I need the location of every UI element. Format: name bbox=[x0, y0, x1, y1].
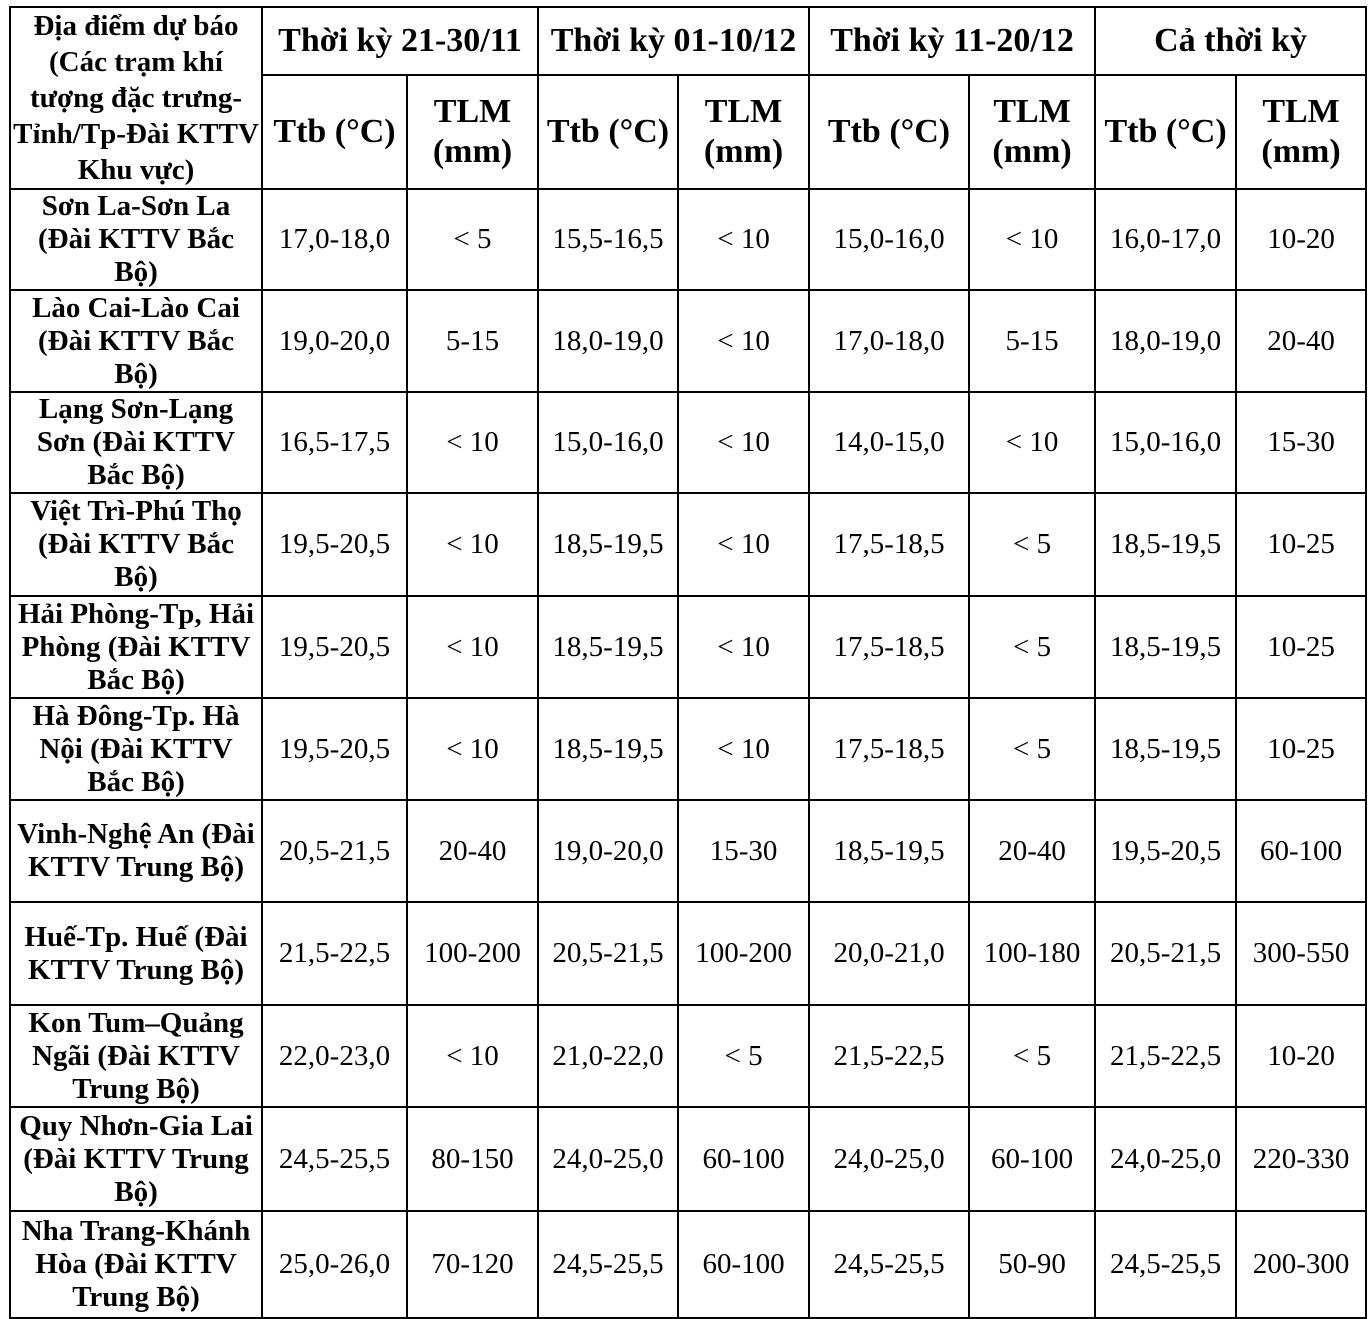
rainfall-cell: 10-25 bbox=[1236, 493, 1366, 596]
temperature-cell: 18,5-19,5 bbox=[1095, 493, 1236, 596]
table-row bbox=[10, 290, 1366, 392]
temperature-cell: 19,0-20,0 bbox=[538, 800, 678, 902]
rainfall-cell: 20-40 bbox=[407, 800, 538, 902]
rainfall-cell: 10-20 bbox=[1236, 1005, 1366, 1107]
rain-subheader: TLM (mm) bbox=[407, 75, 538, 189]
rainfall-cell: 15-30 bbox=[678, 800, 809, 902]
period-header-2: Thời kỳ 01-10/12 bbox=[538, 7, 809, 75]
table-row bbox=[10, 902, 1366, 1005]
temperature-cell: 20,5-21,5 bbox=[538, 902, 678, 1005]
table-row bbox=[10, 1005, 1366, 1107]
temperature-cell: 20,0-21,0 bbox=[809, 902, 969, 1005]
rainfall-cell: < 10 bbox=[407, 493, 538, 596]
rainfall-cell: 50-90 bbox=[969, 1211, 1095, 1318]
station-name: Kon Tum–Quảng Ngãi (Đài KTTV Trung Bộ) bbox=[10, 1005, 262, 1107]
rainfall-cell: 70-120 bbox=[407, 1211, 538, 1318]
rainfall-cell: < 10 bbox=[407, 596, 538, 698]
temperature-cell: 18,5-19,5 bbox=[1095, 698, 1236, 800]
rainfall-cell: 100-200 bbox=[407, 902, 538, 1005]
temperature-cell: 21,5-22,5 bbox=[1095, 1005, 1236, 1107]
temperature-cell: 20,5-21,5 bbox=[262, 800, 407, 902]
temperature-cell: 17,0-18,0 bbox=[809, 290, 969, 392]
temperature-cell: 24,5-25,5 bbox=[538, 1211, 678, 1318]
rainfall-cell: < 5 bbox=[407, 189, 538, 290]
rainfall-cell: < 10 bbox=[678, 392, 809, 493]
rainfall-cell: < 10 bbox=[407, 1005, 538, 1107]
rainfall-cell: < 5 bbox=[678, 1005, 809, 1107]
table-row bbox=[10, 698, 1366, 800]
temperature-cell: 21,0-22,0 bbox=[538, 1005, 678, 1107]
rainfall-cell: < 10 bbox=[678, 290, 809, 392]
temperature-cell: 24,0-25,0 bbox=[809, 1107, 969, 1211]
rainfall-cell: 60-100 bbox=[1236, 800, 1366, 902]
rainfall-cell: < 10 bbox=[678, 189, 809, 290]
rainfall-cell: 10-20 bbox=[1236, 189, 1366, 290]
station-name: Việt Trì-Phú Thọ (Đài KTTV Bắc Bộ) bbox=[10, 493, 262, 596]
temperature-cell: 19,5-20,5 bbox=[262, 596, 407, 698]
rainfall-cell: < 10 bbox=[678, 698, 809, 800]
station-name: Vinh-Nghệ An (Đài KTTV Trung Bộ) bbox=[10, 800, 262, 902]
station-name: Hà Đông-Tp. Hà Nội (Đài KTTV Bắc Bộ) bbox=[10, 698, 262, 800]
temperature-cell: 18,5-19,5 bbox=[538, 698, 678, 800]
rain-subheader: TLM (mm) bbox=[969, 75, 1095, 189]
period-header-1: Thời kỳ 21-30/11 bbox=[262, 7, 538, 75]
temperature-cell: 15,0-16,0 bbox=[538, 392, 678, 493]
station-name: Sơn La-Sơn La (Đài KTTV Bắc Bộ) bbox=[10, 189, 262, 290]
rainfall-cell: < 5 bbox=[969, 493, 1095, 596]
station-name: Quy Nhơn-Gia Lai (Đài KTTV Trung Bộ) bbox=[10, 1107, 262, 1211]
rainfall-cell: < 5 bbox=[969, 596, 1095, 698]
temp-subheader: Ttb (°C) bbox=[809, 75, 969, 189]
rainfall-cell: 200-300 bbox=[1236, 1211, 1366, 1318]
table-body bbox=[10, 189, 1366, 1318]
temperature-cell: 24,5-25,5 bbox=[809, 1211, 969, 1318]
rainfall-cell: < 10 bbox=[969, 189, 1095, 290]
rainfall-cell: 60-100 bbox=[678, 1211, 809, 1318]
temperature-cell: 18,5-19,5 bbox=[538, 596, 678, 698]
station-name: Lạng Sơn-Lạng Sơn (Đài KTTV Bắc Bộ) bbox=[10, 392, 262, 493]
temperature-cell: 24,0-25,0 bbox=[1095, 1107, 1236, 1211]
location-column-header: Địa điểm dự báo (Các trạm khí tượng đặc trưng-Tỉnh/Tp-Đài KTTV Khu vực) bbox=[10, 7, 262, 189]
temperature-cell: 22,0-23,0 bbox=[262, 1005, 407, 1107]
rainfall-cell: 100-180 bbox=[969, 902, 1095, 1005]
temperature-cell: 18,0-19,0 bbox=[538, 290, 678, 392]
temperature-cell: 24,0-25,0 bbox=[538, 1107, 678, 1211]
temperature-cell: 19,0-20,0 bbox=[262, 290, 407, 392]
rainfall-cell: < 5 bbox=[969, 1005, 1095, 1107]
table-row bbox=[10, 1107, 1366, 1211]
temperature-cell: 19,5-20,5 bbox=[262, 493, 407, 596]
rainfall-cell: 5-15 bbox=[407, 290, 538, 392]
temp-subheader: Ttb (°C) bbox=[1095, 75, 1236, 189]
rainfall-cell: 300-550 bbox=[1236, 902, 1366, 1005]
rainfall-cell: < 10 bbox=[678, 493, 809, 596]
rain-subheader: TLM (mm) bbox=[1236, 75, 1366, 189]
rainfall-cell: 220-330 bbox=[1236, 1107, 1366, 1211]
temperature-cell: 25,0-26,0 bbox=[262, 1211, 407, 1318]
rain-subheader: TLM (mm) bbox=[678, 75, 809, 189]
period-header-total: Cả thời kỳ bbox=[1095, 7, 1366, 75]
rainfall-cell: 10-25 bbox=[1236, 596, 1366, 698]
temperature-cell: 21,5-22,5 bbox=[809, 1005, 969, 1107]
temperature-cell: 24,5-25,5 bbox=[1095, 1211, 1236, 1318]
rainfall-cell: 10-25 bbox=[1236, 698, 1366, 800]
temperature-cell: 15,5-16,5 bbox=[538, 189, 678, 290]
rainfall-cell: < 5 bbox=[969, 698, 1095, 800]
temperature-cell: 17,5-18,5 bbox=[809, 698, 969, 800]
temperature-cell: 24,5-25,5 bbox=[262, 1107, 407, 1211]
rainfall-cell: < 10 bbox=[407, 392, 538, 493]
temperature-cell: 19,5-20,5 bbox=[262, 698, 407, 800]
table-row bbox=[10, 493, 1366, 596]
temperature-cell: 17,5-18,5 bbox=[809, 596, 969, 698]
rainfall-cell: 60-100 bbox=[678, 1107, 809, 1211]
table-row bbox=[10, 800, 1366, 902]
station-name: Nha Trang-Khánh Hòa (Đài KTTV Trung Bộ) bbox=[10, 1211, 262, 1318]
rainfall-cell: 100-200 bbox=[678, 902, 809, 1005]
temperature-cell: 21,5-22,5 bbox=[262, 902, 407, 1005]
rainfall-cell: 60-100 bbox=[969, 1107, 1095, 1211]
temperature-cell: 20,5-21,5 bbox=[1095, 902, 1236, 1005]
forecast-table bbox=[9, 6, 1367, 1319]
temperature-cell: 15,0-16,0 bbox=[809, 189, 969, 290]
rainfall-cell: 5-15 bbox=[969, 290, 1095, 392]
rainfall-cell: 15-30 bbox=[1236, 392, 1366, 493]
temperature-cell: 16,0-17,0 bbox=[1095, 189, 1236, 290]
temp-subheader: Ttb (°C) bbox=[538, 75, 678, 189]
station-name: Lào Cai-Lào Cai (Đài KTTV Bắc Bộ) bbox=[10, 290, 262, 392]
temperature-cell: 17,0-18,0 bbox=[262, 189, 407, 290]
temperature-cell: 19,5-20,5 bbox=[1095, 800, 1236, 902]
temperature-cell: 18,5-19,5 bbox=[1095, 596, 1236, 698]
temperature-cell: 15,0-16,0 bbox=[1095, 392, 1236, 493]
temperature-cell: 17,5-18,5 bbox=[809, 493, 969, 596]
rainfall-cell: 20-40 bbox=[1236, 290, 1366, 392]
table-row bbox=[10, 189, 1366, 290]
rainfall-cell: < 10 bbox=[969, 392, 1095, 493]
temp-subheader: Ttb (°C) bbox=[262, 75, 407, 189]
temperature-cell: 16,5-17,5 bbox=[262, 392, 407, 493]
period-header-3: Thời kỳ 11-20/12 bbox=[809, 7, 1095, 75]
temperature-cell: 18,5-19,5 bbox=[809, 800, 969, 902]
table-row bbox=[10, 392, 1366, 493]
temperature-cell: 18,0-19,0 bbox=[1095, 290, 1236, 392]
temperature-cell: 14,0-15,0 bbox=[809, 392, 969, 493]
table-row bbox=[10, 596, 1366, 698]
temperature-cell: 18,5-19,5 bbox=[538, 493, 678, 596]
rainfall-cell: < 10 bbox=[678, 596, 809, 698]
rainfall-cell: 80-150 bbox=[407, 1107, 538, 1211]
rainfall-cell: < 10 bbox=[407, 698, 538, 800]
station-name: Huế-Tp. Huế (Đài KTTV Trung Bộ) bbox=[10, 902, 262, 1005]
station-name: Hải Phòng-Tp, Hải Phòng (Đài KTTV Bắc Bộ) bbox=[10, 596, 262, 698]
rainfall-cell: 20-40 bbox=[969, 800, 1095, 902]
